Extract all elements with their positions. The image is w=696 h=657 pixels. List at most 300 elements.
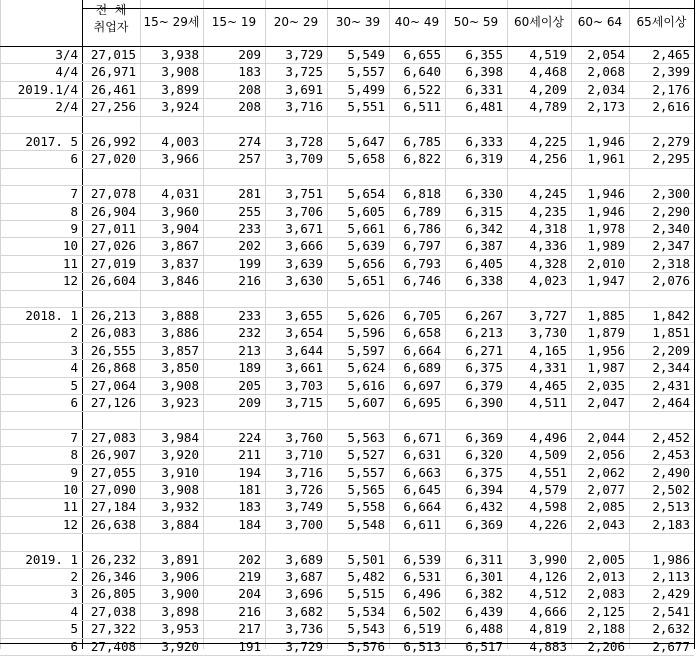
data-cell: 27,011 [90, 221, 136, 236]
data-cell: 2,616 [652, 99, 690, 114]
data-cell: 3,910 [161, 465, 199, 480]
data-cell: 6,369 [465, 430, 503, 445]
data-cell: 6,502 [403, 604, 441, 619]
data-cell: 26,461 [90, 82, 136, 97]
data-cell: 2,300 [652, 186, 690, 201]
data-cell: 2,183 [652, 517, 690, 532]
data-cell: 3,906 [161, 569, 199, 584]
data-cell: 3,886 [161, 325, 199, 340]
data-cell: 2,085 [587, 499, 625, 514]
data-cell: 3,715 [285, 395, 323, 410]
data-cell: 6,789 [403, 204, 441, 219]
row-label: 5 [70, 621, 78, 636]
data-cell: 2,077 [587, 482, 625, 497]
data-cell: 5,639 [347, 238, 385, 253]
row-label: 2 [70, 325, 78, 340]
data-cell: 3,932 [161, 499, 199, 514]
data-cell [140, 410, 203, 430]
data-cell: 4,165 [529, 343, 567, 358]
data-cell: 4,512 [529, 586, 567, 601]
row-label: 11 [62, 499, 78, 514]
data-cell: 4,579 [529, 482, 567, 497]
data-cell: 6,338 [465, 273, 503, 288]
data-cell: 183 [238, 499, 261, 514]
data-cell: 2,347 [652, 238, 690, 253]
data-cell: 2,453 [652, 447, 690, 462]
data-cell: 3,938 [161, 47, 199, 62]
data-cell: 3,729 [285, 47, 323, 62]
data-cell: 3,710 [285, 447, 323, 462]
data-cell: 217 [238, 621, 261, 636]
column-header: 30~ 39 [335, 15, 381, 29]
data-cell: 6,671 [403, 430, 441, 445]
data-cell: 2,062 [587, 465, 625, 480]
data-cell: 3,900 [161, 586, 199, 601]
data-cell: 5,565 [347, 482, 385, 497]
data-cell: 189 [238, 360, 261, 375]
data-cell: 4,331 [529, 360, 567, 375]
data-cell: 4,003 [161, 134, 199, 149]
column-header: 15~ 19 [211, 15, 257, 29]
data-cell [140, 532, 203, 552]
data-cell: 3,716 [285, 99, 323, 114]
data-cell: 3,908 [161, 482, 199, 497]
data-cell: 6,315 [465, 204, 503, 219]
data-cell: 1,989 [587, 238, 625, 253]
data-cell: 5,549 [347, 47, 385, 62]
data-cell: 2,431 [652, 378, 690, 393]
data-cell: 3,661 [285, 360, 323, 375]
data-cell: 6,488 [465, 621, 503, 636]
data-cell: 6,311 [465, 552, 503, 567]
data-cell: 209 [238, 47, 261, 62]
data-cell: 6,705 [403, 308, 441, 323]
data-cell: 3,687 [285, 569, 323, 584]
data-cell: 6,519 [403, 621, 441, 636]
row-label: 8 [70, 204, 78, 219]
data-cell: 4,023 [529, 273, 567, 288]
data-cell: 2,188 [587, 621, 625, 636]
data-cell: 3,850 [161, 360, 199, 375]
data-cell: 4,031 [161, 186, 199, 201]
data-cell: 6,611 [403, 517, 441, 532]
data-cell [327, 532, 389, 552]
data-cell: 6,481 [465, 99, 503, 114]
data-cell: 1,851 [652, 325, 690, 340]
data-cell: 4,511 [529, 395, 567, 410]
data-cell: 2,541 [652, 604, 690, 619]
data-cell: 2,044 [587, 430, 625, 445]
data-cell: 2,173 [587, 99, 625, 114]
data-cell: 6,439 [465, 604, 503, 619]
data-cell: 255 [238, 204, 261, 219]
data-cell: 5,661 [347, 221, 385, 236]
data-cell: 1,946 [587, 186, 625, 201]
data-cell: 204 [238, 586, 261, 601]
data-cell: 5,596 [347, 325, 385, 340]
row-label: 7 [70, 430, 78, 445]
data-cell: 219 [238, 569, 261, 584]
data-cell: 2,125 [587, 604, 625, 619]
data-cell: 4,883 [529, 639, 567, 654]
data-cell: 274 [238, 134, 261, 149]
data-cell: 5,654 [347, 186, 385, 201]
data-cell: 233 [238, 308, 261, 323]
header-top-border [82, 8, 694, 9]
data-cell: 2,452 [652, 430, 690, 445]
data-cell: 5,597 [347, 343, 385, 358]
data-cell: 3,884 [161, 517, 199, 532]
data-cell: 2,465 [652, 47, 690, 62]
data-cell: 27,083 [90, 430, 136, 445]
row-label: 2017. 5 [25, 134, 78, 149]
data-cell: 5,558 [347, 499, 385, 514]
data-cell: 3,924 [161, 99, 199, 114]
data-cell: 2,295 [652, 151, 690, 166]
data-cell: 257 [238, 151, 261, 166]
data-cell: 26,213 [90, 308, 136, 323]
data-cell: 2,035 [587, 378, 625, 393]
data-cell: 3,908 [161, 378, 199, 393]
row-label: 10 [62, 482, 78, 497]
data-cell: 26,638 [90, 517, 136, 532]
data-cell: 6,539 [403, 552, 441, 567]
data-cell: 3,888 [161, 308, 199, 323]
data-cell: 232 [238, 325, 261, 340]
row-label: 11 [62, 256, 78, 271]
data-cell: 6,394 [465, 482, 503, 497]
data-cell: 6,398 [465, 64, 503, 79]
data-cell: 199 [238, 256, 261, 271]
data-cell: 5,605 [347, 204, 385, 219]
data-cell: 5,548 [347, 517, 385, 532]
data-cell: 26,907 [90, 447, 136, 462]
data-cell: 3,727 [529, 308, 567, 323]
data-cell: 3,904 [161, 221, 199, 236]
data-cell: 27,026 [90, 238, 136, 253]
data-cell: 181 [238, 482, 261, 497]
row-label: 3 [70, 586, 78, 601]
data-cell: 2,047 [587, 395, 625, 410]
data-cell: 27,256 [90, 99, 136, 114]
data-cell: 6,793 [403, 256, 441, 271]
data-cell: 2,005 [587, 552, 625, 567]
data-cell: 6,697 [403, 378, 441, 393]
data-cell: 3,891 [161, 552, 199, 567]
data-cell: 6,213 [465, 325, 503, 340]
data-cell: 5,557 [347, 64, 385, 79]
data-cell: 3,899 [161, 82, 199, 97]
data-cell: 5,482 [347, 569, 385, 584]
row-label: 2018. 1 [25, 308, 78, 323]
data-cell: 2,290 [652, 204, 690, 219]
data-cell: 27,015 [90, 47, 136, 62]
data-cell: 209 [238, 395, 261, 410]
data-cell: 2,054 [587, 47, 625, 62]
data-cell: 3,953 [161, 621, 199, 636]
data-cell: 26,604 [90, 273, 136, 288]
data-cell: 5,658 [347, 151, 385, 166]
data-cell: 2,513 [652, 499, 690, 514]
data-cell: 2,010 [587, 256, 625, 271]
data-cell: 27,020 [90, 151, 136, 166]
data-cell: 5,563 [347, 430, 385, 445]
data-cell: 3,726 [285, 482, 323, 497]
data-cell [389, 532, 445, 552]
data-cell: 1,946 [587, 204, 625, 219]
data-cell: 3,898 [161, 604, 199, 619]
column-header: 60~ 64 [577, 15, 623, 29]
row-label [0, 532, 82, 552]
data-cell: 2,464 [652, 395, 690, 410]
column-gridline [694, 0, 695, 649]
data-cell: 2,176 [652, 82, 690, 97]
data-cell: 6,267 [465, 308, 503, 323]
data-cell: 3,655 [285, 308, 323, 323]
data-cell: 5,656 [347, 256, 385, 271]
data-cell: 2,340 [652, 221, 690, 236]
data-cell: 5,557 [347, 465, 385, 480]
data-cell: 3,920 [161, 639, 199, 654]
data-cell: 26,992 [90, 134, 136, 149]
row-label: 3 [70, 343, 78, 358]
data-cell: 3,729 [285, 639, 323, 654]
column-header: 15~ 29세 [143, 15, 200, 29]
data-cell [265, 410, 327, 430]
data-cell: 2,206 [587, 639, 625, 654]
data-cell: 3,666 [285, 238, 323, 253]
row-label: 4 [70, 604, 78, 619]
data-cell [445, 410, 507, 430]
data-cell: 5,626 [347, 308, 385, 323]
data-cell: 4,551 [529, 465, 567, 480]
data-cell: 3,846 [161, 273, 199, 288]
data-cell: 5,651 [347, 273, 385, 288]
data-cell: 202 [238, 238, 261, 253]
data-cell: 6,331 [465, 82, 503, 97]
data-cell: 6,746 [403, 273, 441, 288]
data-cell: 3,728 [285, 134, 323, 149]
data-cell: 2,490 [652, 465, 690, 480]
data-cell: 27,090 [90, 482, 136, 497]
row-label: 6 [70, 639, 78, 654]
data-cell: 224 [238, 430, 261, 445]
data-cell: 6,511 [403, 99, 441, 114]
data-cell: 205 [238, 378, 261, 393]
data-cell: 1,986 [652, 552, 690, 567]
row-label: 2 [70, 569, 78, 584]
data-cell: 5,543 [347, 621, 385, 636]
data-cell: 1,987 [587, 360, 625, 375]
data-cell: 3,920 [161, 447, 199, 462]
data-cell: 6,375 [465, 360, 503, 375]
data-cell: 6,658 [403, 325, 441, 340]
data-cell: 2,399 [652, 64, 690, 79]
data-cell: 2,034 [587, 82, 625, 97]
data-cell: 6,320 [465, 447, 503, 462]
data-cell: 26,971 [90, 64, 136, 79]
data-cell: 6,786 [403, 221, 441, 236]
data-cell: 4,598 [529, 499, 567, 514]
data-cell: 3,857 [161, 343, 199, 358]
data-cell [203, 532, 265, 552]
data-cell: 26,805 [90, 586, 136, 601]
data-cell: 6,382 [465, 586, 503, 601]
data-cell: 6,522 [403, 82, 441, 97]
data-cell: 3,691 [285, 82, 323, 97]
data-cell: 281 [238, 186, 261, 201]
data-cell: 3,630 [285, 273, 323, 288]
data-cell: 3,908 [161, 64, 199, 79]
data-cell: 6,369 [465, 517, 503, 532]
data-cell: 3,966 [161, 151, 199, 166]
data-cell: 4,519 [529, 47, 567, 62]
data-cell: 26,232 [90, 552, 136, 567]
data-cell [445, 532, 507, 552]
data-cell: 6,818 [403, 186, 441, 201]
data-cell: 3,837 [161, 256, 199, 271]
data-cell: 1,947 [587, 273, 625, 288]
column-header: 20~ 29 [273, 15, 319, 29]
data-cell [327, 410, 389, 430]
data-cell: 2,318 [652, 256, 690, 271]
data-cell: 3,751 [285, 186, 323, 201]
data-cell: 3,923 [161, 395, 199, 410]
data-cell: 3,639 [285, 256, 323, 271]
data-cell: 3,696 [285, 586, 323, 601]
data-cell: 3,689 [285, 552, 323, 567]
data-cell: 6,375 [465, 465, 503, 480]
data-cell: 233 [238, 221, 261, 236]
data-cell: 2,632 [652, 621, 690, 636]
data-cell: 26,083 [90, 325, 136, 340]
data-cell: 5,647 [347, 134, 385, 149]
row-label: 9 [70, 465, 78, 480]
data-cell [571, 532, 629, 552]
data-cell: 6,664 [403, 499, 441, 514]
row-label: 3/4 [55, 47, 78, 62]
data-cell: 6,432 [465, 499, 503, 514]
data-cell: 26,555 [90, 343, 136, 358]
data-cell: 6,387 [465, 238, 503, 253]
data-cell: 3,867 [161, 238, 199, 253]
data-cell [203, 410, 265, 430]
data-cell: 6,785 [403, 134, 441, 149]
data-cell: 4,126 [529, 569, 567, 584]
data-cell: 3,706 [285, 204, 323, 219]
data-cell: 1,946 [587, 134, 625, 149]
data-cell: 3,960 [161, 204, 199, 219]
data-cell: 3,682 [285, 604, 323, 619]
data-cell: 27,038 [90, 604, 136, 619]
data-cell: 3,990 [529, 552, 567, 567]
data-cell: 3,725 [285, 64, 323, 79]
data-cell [629, 410, 694, 430]
data-cell [389, 410, 445, 430]
data-cell: 1,956 [587, 343, 625, 358]
data-cell: 27,055 [90, 465, 136, 480]
data-cell: 2,083 [587, 586, 625, 601]
data-cell: 4,209 [529, 82, 567, 97]
data-cell: 6,664 [403, 343, 441, 358]
data-cell: 5,576 [347, 639, 385, 654]
row-label: 2019. 1 [25, 552, 78, 567]
row-label: 2/4 [55, 99, 78, 114]
data-cell: 6,689 [403, 360, 441, 375]
column-header: 전 체 취업자 [93, 3, 129, 34]
data-cell: 6,405 [465, 256, 503, 271]
data-cell: 3,709 [285, 151, 323, 166]
data-cell: 4,496 [529, 430, 567, 445]
data-cell: 3,654 [285, 325, 323, 340]
data-cell: 1,879 [587, 325, 625, 340]
data-cell: 4,819 [529, 621, 567, 636]
data-cell: 4,235 [529, 204, 567, 219]
data-cell: 2,076 [652, 273, 690, 288]
row-label: 9 [70, 221, 78, 236]
data-cell: 6,695 [403, 395, 441, 410]
row-label: 8 [70, 447, 78, 462]
data-cell: 4,468 [529, 64, 567, 79]
data-cell: 6,330 [465, 186, 503, 201]
row-label [0, 410, 82, 430]
data-cell: 2,113 [652, 569, 690, 584]
data-cell: 2,677 [652, 639, 690, 654]
data-cell: 6,663 [403, 465, 441, 480]
column-header: 50~ 59 [453, 15, 499, 29]
data-cell: 6,333 [465, 134, 503, 149]
data-cell: 5,527 [347, 447, 385, 462]
data-cell: 5,501 [347, 552, 385, 567]
data-cell: 3,671 [285, 221, 323, 236]
data-cell: 6,513 [403, 639, 441, 654]
data-cell: 3,749 [285, 499, 323, 514]
data-cell: 211 [238, 447, 261, 462]
data-cell: 4,789 [529, 99, 567, 114]
data-cell: 202 [238, 552, 261, 567]
data-cell: 6,797 [403, 238, 441, 253]
data-cell: 6,301 [465, 569, 503, 584]
data-cell: 6,517 [465, 639, 503, 654]
data-cell: 3,736 [285, 621, 323, 636]
data-cell: 3,703 [285, 378, 323, 393]
data-cell: 1,885 [587, 308, 625, 323]
data-cell: 6,319 [465, 151, 503, 166]
data-cell: 2,209 [652, 343, 690, 358]
row-label: 4/4 [55, 64, 78, 79]
row-label: 7 [70, 186, 78, 201]
data-cell: 2,429 [652, 586, 690, 601]
data-cell: 5,607 [347, 395, 385, 410]
data-cell: 3,760 [285, 430, 323, 445]
data-cell: 6,271 [465, 343, 503, 358]
column-header: 65세이상 [636, 15, 687, 29]
row-label: 10 [62, 238, 78, 253]
data-cell [82, 532, 140, 552]
data-cell: 27,322 [90, 621, 136, 636]
row-label: 12 [62, 273, 78, 288]
data-cell: 2,344 [652, 360, 690, 375]
data-cell: 3,644 [285, 343, 323, 358]
data-cell: 4,245 [529, 186, 567, 201]
data-cell: 5,624 [347, 360, 385, 375]
data-cell: 2,043 [587, 517, 625, 532]
data-cell: 27,019 [90, 256, 136, 271]
data-cell: 6,355 [465, 47, 503, 62]
data-cell: 2,056 [587, 447, 625, 462]
data-cell: 3,984 [161, 430, 199, 445]
data-cell: 2,013 [587, 569, 625, 584]
